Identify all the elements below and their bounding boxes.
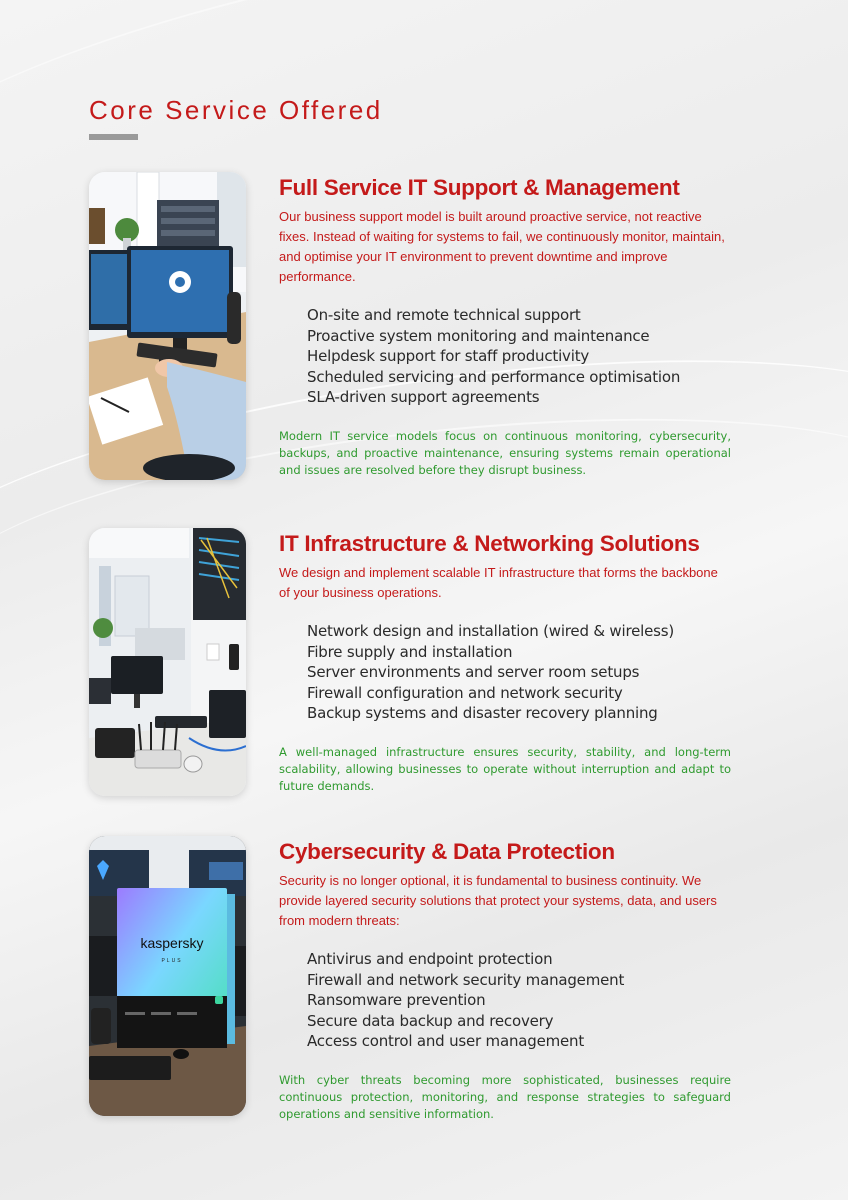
list-item: Scheduled servicing and performance optimisation bbox=[307, 367, 681, 386]
list-item: Network design and installation (wired & wireless) bbox=[307, 622, 674, 640]
box-brand-text: kaspersky bbox=[140, 935, 204, 951]
list-item: Firewall configuration and network security bbox=[307, 683, 623, 702]
service-content bbox=[279, 531, 731, 795]
list-item: Antivirus and endpoint protection bbox=[307, 950, 553, 968]
title-underline bbox=[89, 134, 138, 140]
list-item: Secure data backup and recovery bbox=[307, 1011, 554, 1030]
list-item: Helpdesk support for staff productivity bbox=[307, 347, 590, 366]
list-item: On-site and remote technical support bbox=[307, 306, 581, 324]
network-equipment-photo bbox=[89, 528, 246, 796]
service-description: Security is no longer optional, it is fundamental to business continuity. We provide layered security solutions that protect your systems, data, and users from modern threats: bbox=[279, 873, 717, 928]
service-description: Our business support model is built around proactive service, not reactive fixes. Instead of waiting for systems to fail, we continuously monitor, maintain, and optimise your IT environment to prevent downtime and improve performance. bbox=[279, 209, 725, 284]
service-description: We design and implement scalable IT infrastructure that forms the backbone of your business operations. bbox=[279, 565, 718, 600]
box-edition-text: PLUS bbox=[161, 958, 183, 964]
list-item: Fibre supply and installation bbox=[307, 642, 513, 661]
service-list bbox=[307, 305, 731, 408]
service-title: Full Service IT Support & Management bbox=[279, 175, 680, 200]
service-content bbox=[279, 839, 731, 1123]
service-title: Cybersecurity & Data Protection bbox=[279, 839, 615, 864]
service-note: A well-managed infrastructure ensures security, stability, and long-term scalability, allowing businesses to operate without interruption and adapt to future demands. bbox=[279, 744, 731, 793]
office-workstation-photo bbox=[89, 172, 246, 480]
security-software-photo bbox=[89, 836, 246, 1116]
list-item: Server environments and server room setups bbox=[307, 663, 640, 682]
service-content bbox=[279, 175, 731, 479]
service-title: IT Infrastructure & Networking Solutions bbox=[279, 531, 700, 556]
service-list bbox=[307, 949, 731, 1052]
list-item: Ransomware prevention bbox=[307, 991, 486, 1010]
service-list bbox=[307, 621, 731, 724]
list-item: Proactive system monitoring and maintenance bbox=[307, 326, 650, 345]
list-item: SLA-driven support agreements bbox=[307, 388, 540, 407]
list-item: Access control and user management bbox=[307, 1032, 585, 1051]
list-item: Backup systems and disaster recovery planning bbox=[307, 704, 658, 723]
list-item: Firewall and network security management bbox=[307, 970, 625, 989]
service-note: Modern IT service models focus on continuous monitoring, cybersecurity, backups, and proactive maintenance, ensuring systems remain operational and issues are resolved before they disrupt business. bbox=[279, 428, 731, 477]
service-note: With cyber threats becoming more sophisticated, businesses require continuous protection, monitoring, and response strategies to safeguard operations and sensitive information. bbox=[279, 1072, 731, 1121]
page-title: Core Service Offered bbox=[89, 95, 383, 125]
